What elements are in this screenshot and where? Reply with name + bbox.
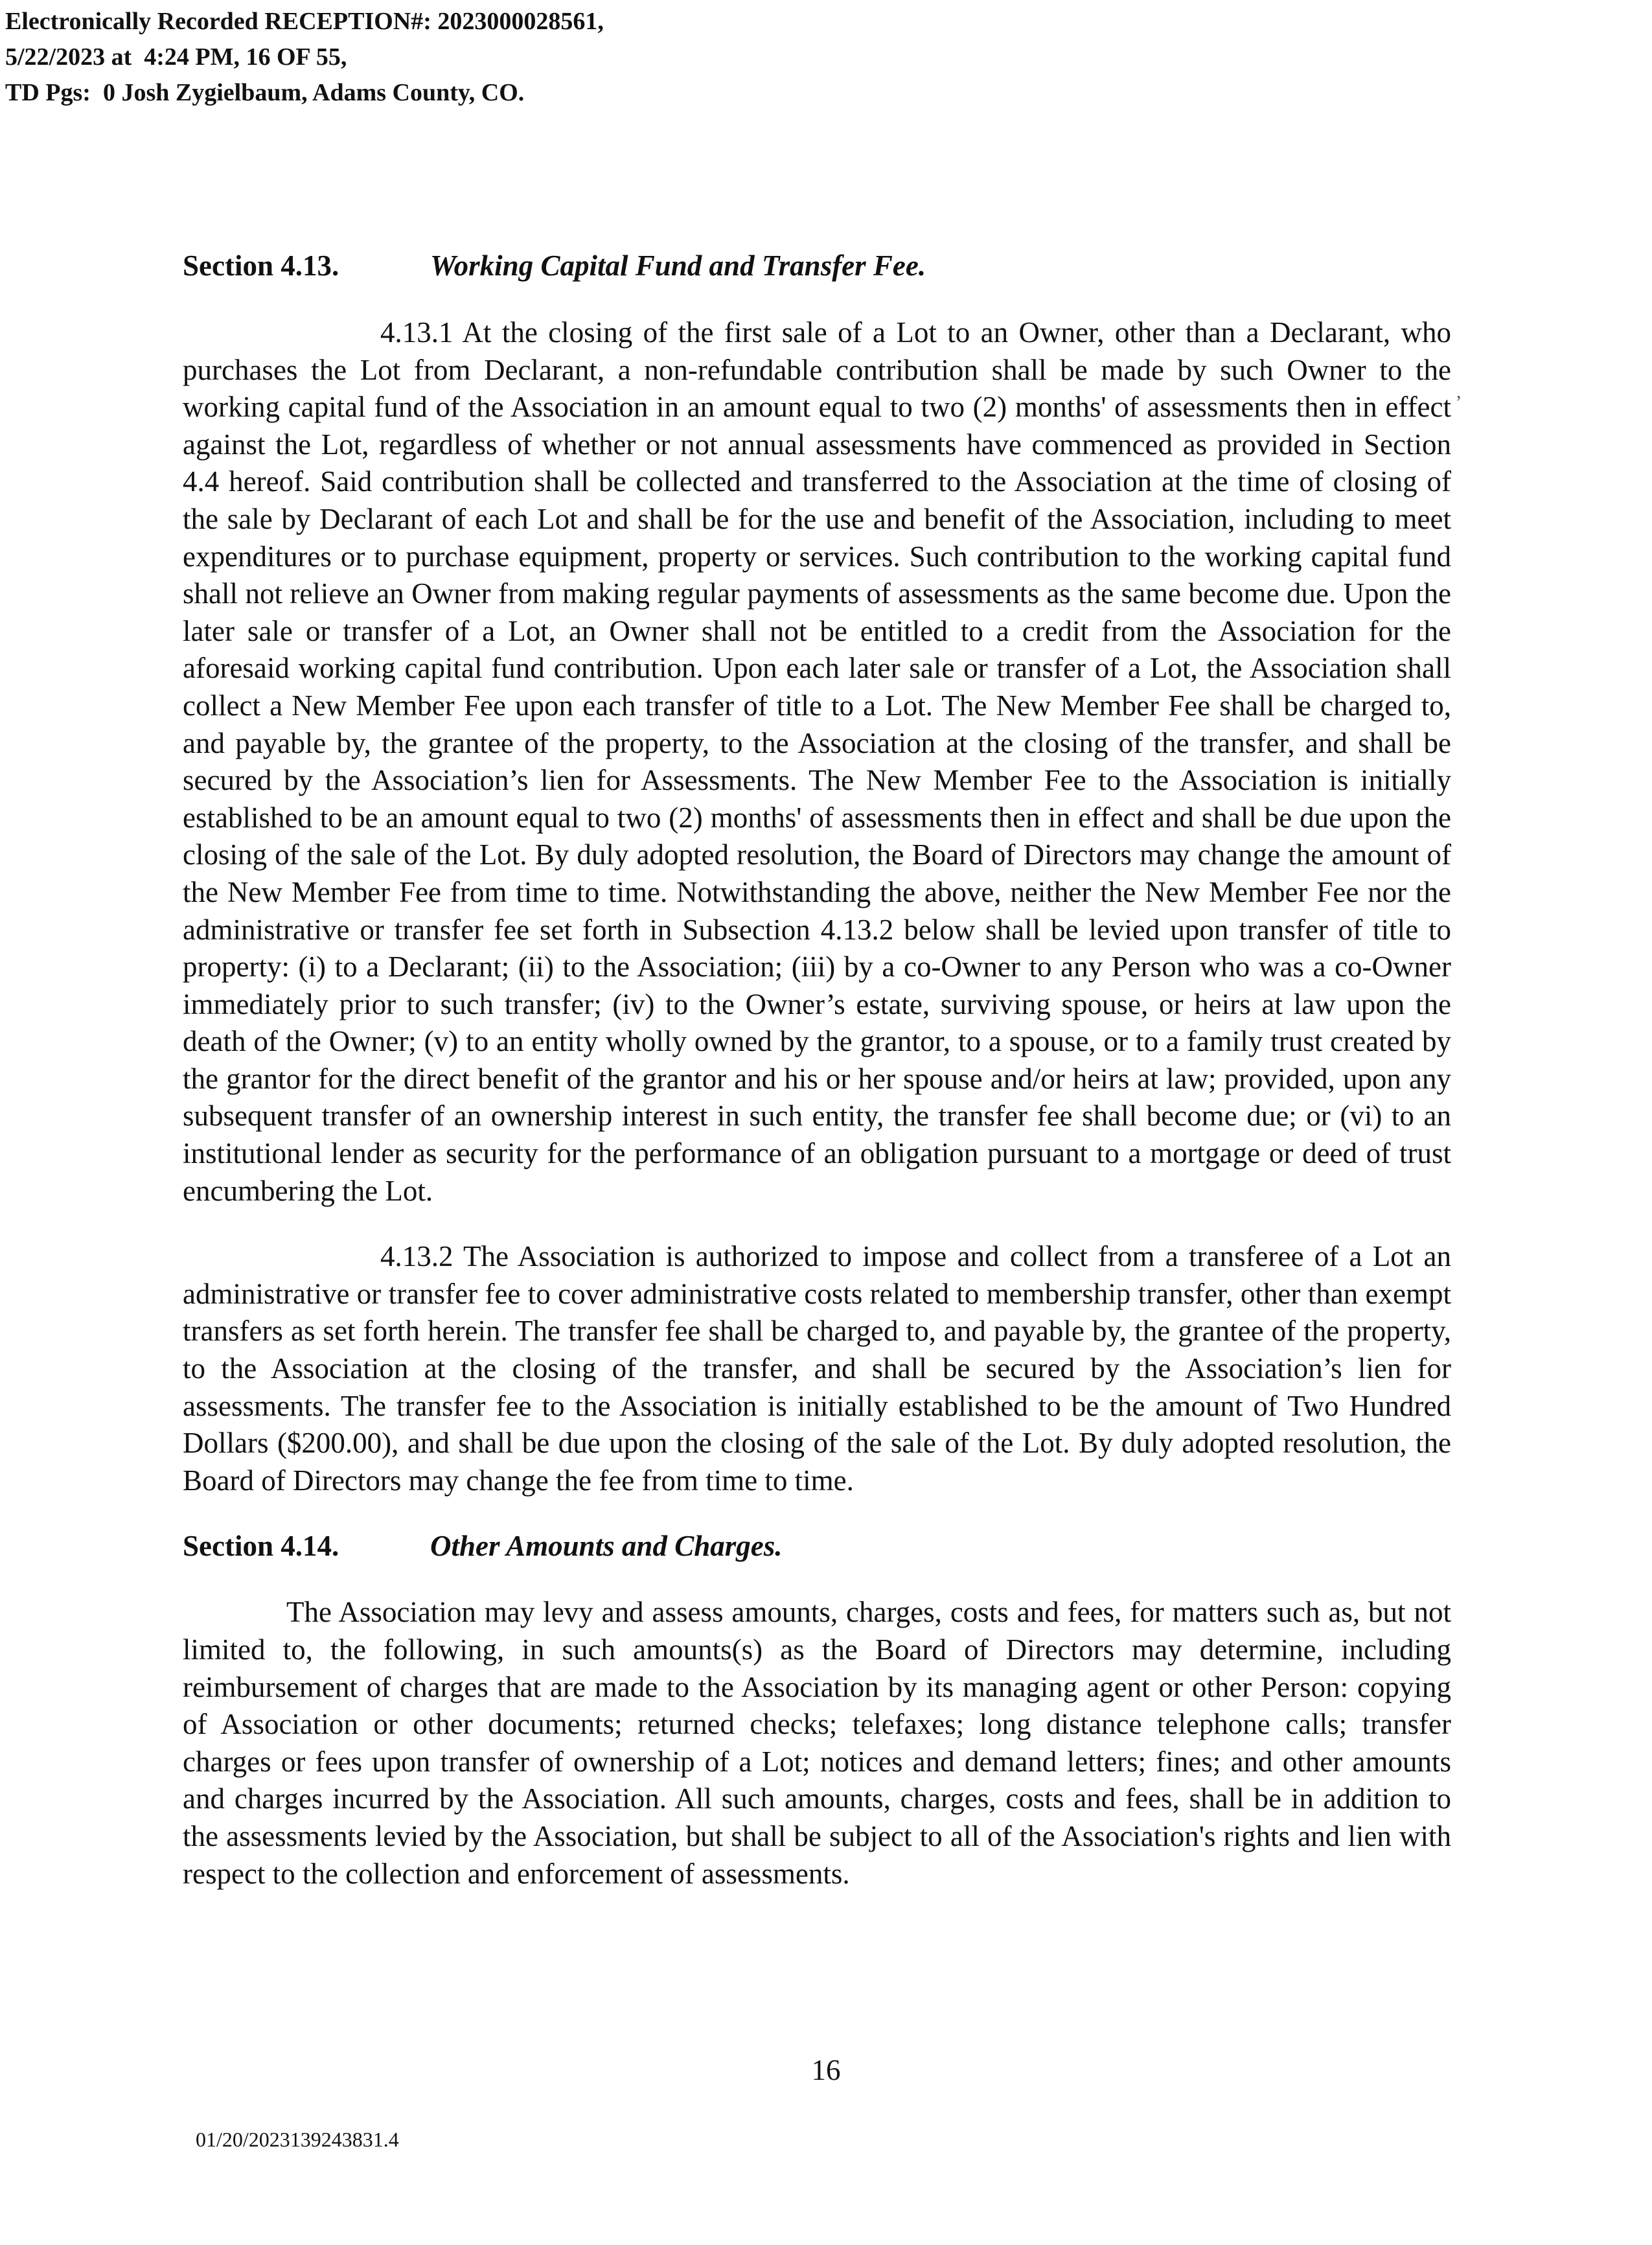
section-4-14-number: Section 4.14. [183, 1530, 339, 1563]
recording-stamp-line-3: TD Pgs: 0 Josh Zygielbaum, Adams County, CO. [5, 79, 525, 106]
subsection-4-13-1-paragraph: 4.13.1 At the closing of the first sale of a Lot to an Owner, other than a Declarant, who purchases the Lot from Declarant, a non-refundable contribution shall be made by such Owner to the working capital fund of the Association in an amount equal to two (2) months' of assessments then in effect against the Lot, regardless of whether or not annual assessments have commenced as provided in Section 4.4 hereof. Said contribution shall be collected and transferred to the Association at the time of closing of the sale by Declarant of each Lot and shall be for the use and benefit of the Association, including to meet expenditures or to purchase equipment, property or services. Such contribution to the working capital fund shall not relieve an Owner from making regular payments of assessments as the same become due. Upon the later sale or transfer of a Lot, an Owner shall not be entitled to a credit from the Association for the aforesaid working capital fund contribution. Upon each later sale or transfer of a Lot, the Association shall collect a New Member Fee upon each transfer of title to a Lot. The New Member Fee shall be charged to, and payable by, the grantee of the property, to the Association at the closing of the transfer, and shall be secured by the Association’s lien for Assessments. The New Member Fee to the Association is initially established to be an amount equal to two (2) months' of assessments then in effect and shall be due upon the closing of the sale of the Lot. By duly adopted resolution, the Board of Directors may change the amount of the New Member Fee from time to time. Notwithstanding the above, neither the New Member Fee nor the administrative or transfer fee set forth in Subsection 4.13.2 below shall be levied upon transfer of title to property: (i) to a Declarant; (ii) to the Association; (iii) by a co-Owner to any Person who was a co-Owner immediately prior to such transfer; (iv) to the Owner’s estate, surviving spouse, or heirs at law upon the death of the Owner; (v) to an entity wholly owned by the grantor, to a spouse, or to a family trust created by the grantor for the direct benefit of the grantor and his or her spouse and/or heirs at law; provided, upon any subsequent transfer of an ownership interest in such entity, the transfer fee shall become due; or (vi) to an institutional lender as security for the performance of an obligation pursuant to a mortgage or deed of trust encumbering the Lot. [183, 316, 1451, 1207]
recording-stamp-line-1: Electronically Recorded RECEPTION#: 2023000028561, [5, 8, 604, 35]
section-4-13-heading [183, 246, 1451, 285]
section-4-14-paragraph: The Association may levy and assess amounts, charges, costs and fees, for matters such as, but not limited to, the following, in such amounts(s) as the Board of Directors may determine, including reimbursement of charges that are made to the Association by its managing agent or other Person: copying of Association or other documents; returned checks; telefaxes; long distance telephone calls; transfer charges or fees upon transfer of ownership of a Lot; notices and demand letters; fines; and other amounts and charges incurred by the Association. All such amounts, charges, costs and fees, shall be in addition to the assessments levied by the Association, but shall be subject to all of the Association's rights and lien with respect to the collection and enforcement of assessments. [183, 1596, 1451, 1890]
section-4-13-title: Working Capital Fund and Transfer Fee. [430, 249, 926, 282]
section-4-14-title: Other Amounts and Charges. [430, 1530, 783, 1563]
section-4-13-number: Section 4.13. [183, 249, 339, 282]
document-body [183, 246, 1451, 1893]
document-id: 01/20/2023139243831.4 [196, 2128, 399, 2151]
recording-stamp-line-2: 5/22/2023 at 4:24 PM, 16 OF 55, [5, 43, 347, 71]
section-4-14-heading [183, 1526, 1451, 1565]
subsection-4-13-2-paragraph: 4.13.2 The Association is authorized to impose and collect from a transferee of a Lot an administrative or transfer fee to cover administrative costs related to membership transfer, other than exempt transfers as set forth herein. The transfer fee shall be charged to, and payable by, the grantee of the property, to the Association at the closing of the transfer, and shall be secured by the Association’s lien for assessments. The transfer fee to the Association is initially established to be the amount of Two Hundred Dollars ($200.00), and shall be due upon the closing of the sale of the Lot. By duly adopted resolution, the Board of Directors may change the fee from time to time. [183, 1240, 1451, 1497]
page-number: 16 [811, 2054, 841, 2086]
stray-scan-mark: , [1456, 381, 1462, 402]
recording-stamp [5, 4, 604, 111]
